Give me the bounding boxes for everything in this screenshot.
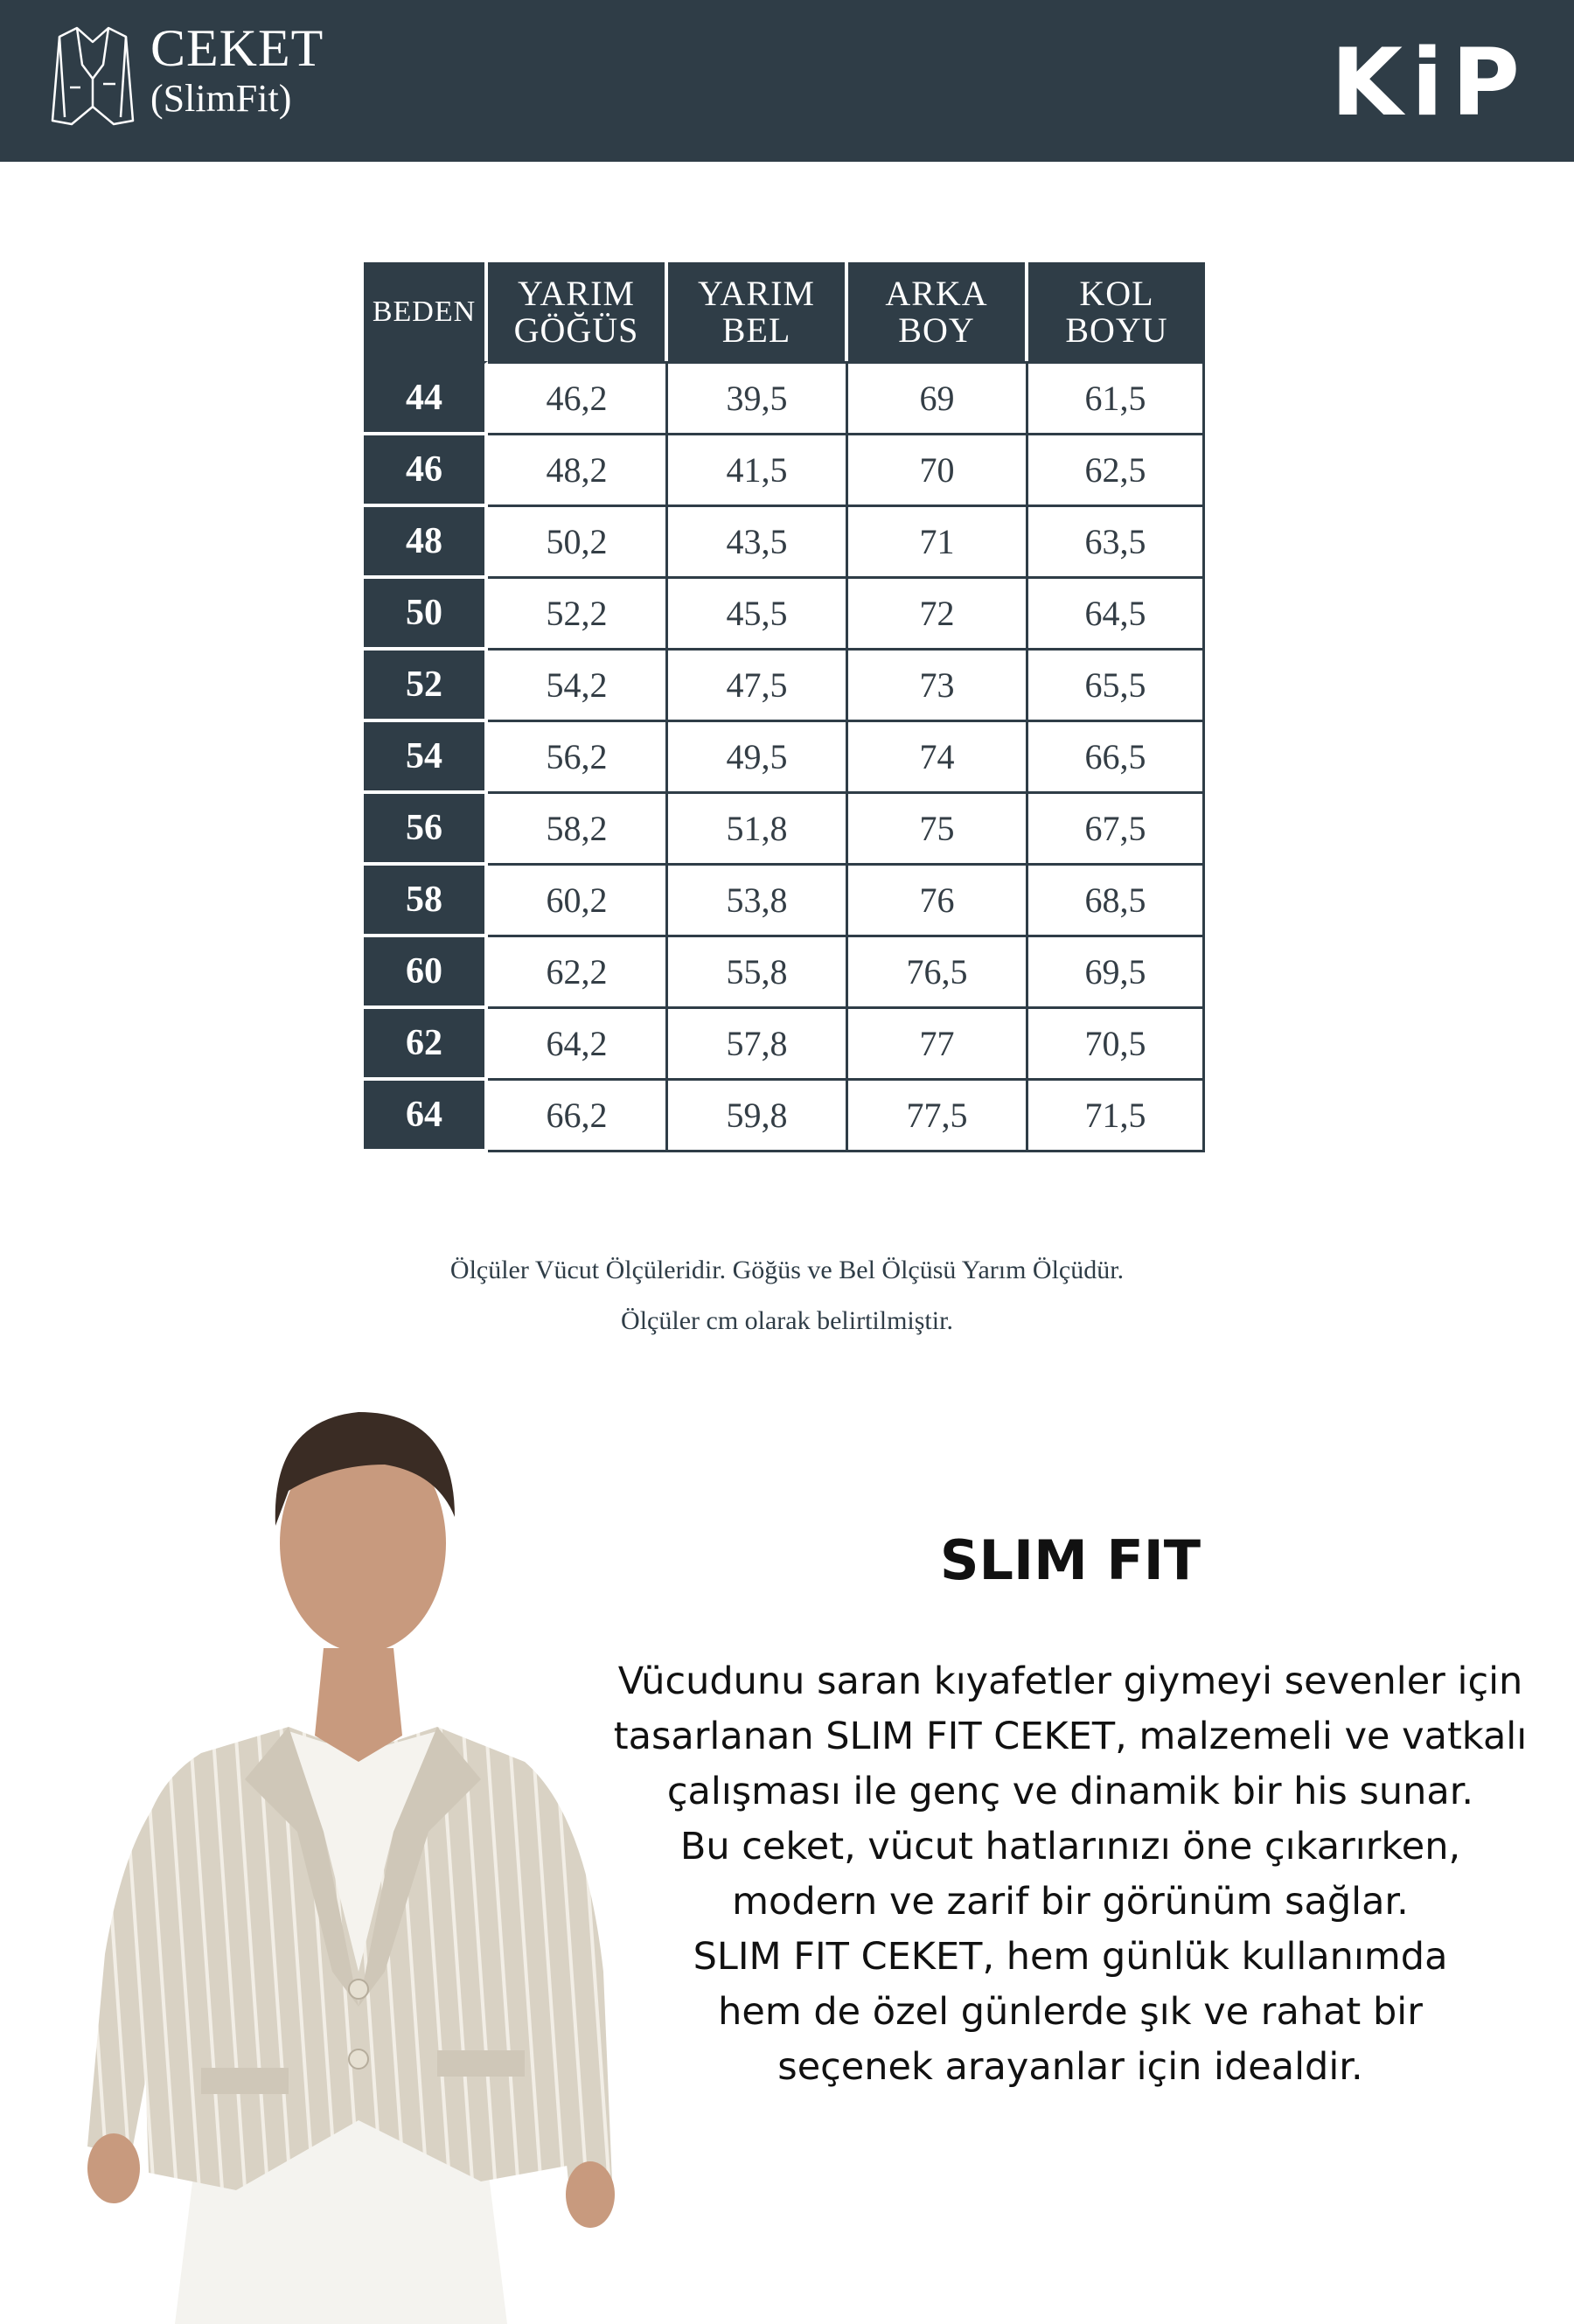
measurement-cell: 71: [848, 507, 1028, 579]
measurement-cell: 74: [848, 722, 1028, 794]
measurement-cell: 75: [848, 794, 1028, 866]
measurement-cell: 41,5: [668, 435, 848, 507]
table-row: [364, 937, 1205, 1009]
measurement-cell: 64,2: [488, 1009, 668, 1081]
measurement-cell: 47,5: [668, 651, 848, 722]
jacket-icon: [49, 23, 136, 128]
page-subtitle: (SlimFit): [150, 77, 292, 120]
table-row: [364, 794, 1205, 866]
table-row: [364, 435, 1205, 507]
slim-fit-title: SLIM FIT: [939, 1528, 1201, 1592]
measurement-cell: 68,5: [1028, 866, 1205, 937]
measurement-cell: 70,5: [1028, 1009, 1205, 1081]
measurement-cell: 58,2: [488, 794, 668, 866]
measurement-cell: 45,5: [668, 579, 848, 651]
size-cell: 56: [364, 794, 488, 866]
measurement-cell: 50,2: [488, 507, 668, 579]
size-table: [364, 262, 1205, 1152]
size-cell: 64: [364, 1081, 488, 1152]
table-row: [364, 1009, 1205, 1081]
measurement-cell: 63,5: [1028, 507, 1205, 579]
header-kol-boyu: KOL BOYU: [1028, 262, 1205, 361]
description-line: tasarlanan SLIM FIT CEKET, malzemeli ve vatkalı: [613, 1715, 1528, 1758]
measurement-note: Ölçüler Vücut Ölçüleridir. Göğüs ve Bel Ölçüsü Yarım Ölçüdür.: [449, 1256, 1125, 1284]
size-cell: 58: [364, 866, 488, 937]
header-bar: [0, 0, 1574, 162]
measurement-cell: 52,2: [488, 579, 668, 651]
description-line: Bu ceket, vücut hatlarınızı öne çıkarırken,: [679, 1825, 1461, 1868]
measurement-cell: 73: [848, 651, 1028, 722]
model-photo: [70, 1342, 630, 2324]
header-beden: BEDEN: [364, 262, 488, 361]
description-line: çalışması ile genç ve dinamik bir his sunar.: [666, 1770, 1474, 1813]
page-title: CEKET: [150, 19, 324, 77]
measurement-cell: 49,5: [668, 722, 848, 794]
size-cell: 48: [364, 507, 488, 579]
measurement-cell: 77: [848, 1009, 1028, 1081]
measurement-cell: 60,2: [488, 866, 668, 937]
size-cell: 60: [364, 937, 488, 1009]
measurement-cell: 54,2: [488, 651, 668, 722]
measurement-cell: 77,5: [848, 1081, 1028, 1152]
measurement-cell: 67,5: [1028, 794, 1205, 866]
description-line: SLIM FIT CEKET, hem günlük kullanımda: [693, 1935, 1448, 1979]
size-cell: 50: [364, 579, 488, 651]
measurement-cell: 43,5: [668, 507, 848, 579]
measurement-cell: 62,5: [1028, 435, 1205, 507]
measurement-cell: 59,8: [668, 1081, 848, 1152]
measurement-cell: 56,2: [488, 722, 668, 794]
measurement-cell: 65,5: [1028, 651, 1205, 722]
size-cell: 52: [364, 651, 488, 722]
unit-note: Ölçüler cm olarak belirtilmiştir.: [621, 1306, 953, 1335]
measurement-cell: 76: [848, 866, 1028, 937]
size-cell: 62: [364, 1009, 488, 1081]
brand-logo: KiP: [1330, 29, 1529, 136]
measurement-cell: 70: [848, 435, 1028, 507]
measurement-cell: 69,5: [1028, 937, 1205, 1009]
size-cell: 46: [364, 435, 488, 507]
measurement-cell: 66,2: [488, 1081, 668, 1152]
measurement-cell: 66,5: [1028, 722, 1205, 794]
table-row: [364, 579, 1205, 651]
header-yarim-gogus: YARIM GÖĞÜS: [488, 262, 668, 361]
description-line: hem de özel günlerde şık ve rahat bir: [718, 1990, 1423, 2034]
header-yarim-bel: YARIM BEL: [668, 262, 848, 361]
description-line: Vücudunu saran kıyafetler giymeyi sevenler için: [617, 1660, 1523, 1703]
measurement-cell: 39,5: [668, 361, 848, 435]
size-table-header: [364, 262, 1205, 361]
slim-fit-description: [589, 1654, 1551, 2095]
description-line: modern ve zarif bir görünüm sağlar.: [732, 1880, 1409, 1924]
table-row: [364, 507, 1205, 579]
measurement-cell: 61,5: [1028, 361, 1205, 435]
measurement-cell: 51,8: [668, 794, 848, 866]
table-row: [364, 722, 1205, 794]
header-arka-boy: ARKA BOY: [848, 262, 1028, 361]
measurement-cell: 55,8: [668, 937, 848, 1009]
measurement-cell: 46,2: [488, 361, 668, 435]
table-row: [364, 1081, 1205, 1152]
measurement-cell: 71,5: [1028, 1081, 1205, 1152]
table-row: [364, 866, 1205, 937]
measurement-cell: 62,2: [488, 937, 668, 1009]
table-row: [364, 361, 1205, 435]
measurement-cell: 48,2: [488, 435, 668, 507]
table-row: [364, 651, 1205, 722]
size-cell: 44: [364, 361, 488, 435]
measurement-cell: 69: [848, 361, 1028, 435]
measurement-cell: 53,8: [668, 866, 848, 937]
size-cell: 54: [364, 722, 488, 794]
measurement-cell: 72: [848, 579, 1028, 651]
measurement-cell: 64,5: [1028, 579, 1205, 651]
measurement-cell: 76,5: [848, 937, 1028, 1009]
description-line: seçenek arayanlar için idealdir.: [777, 2045, 1363, 2089]
measurement-cell: 57,8: [668, 1009, 848, 1081]
